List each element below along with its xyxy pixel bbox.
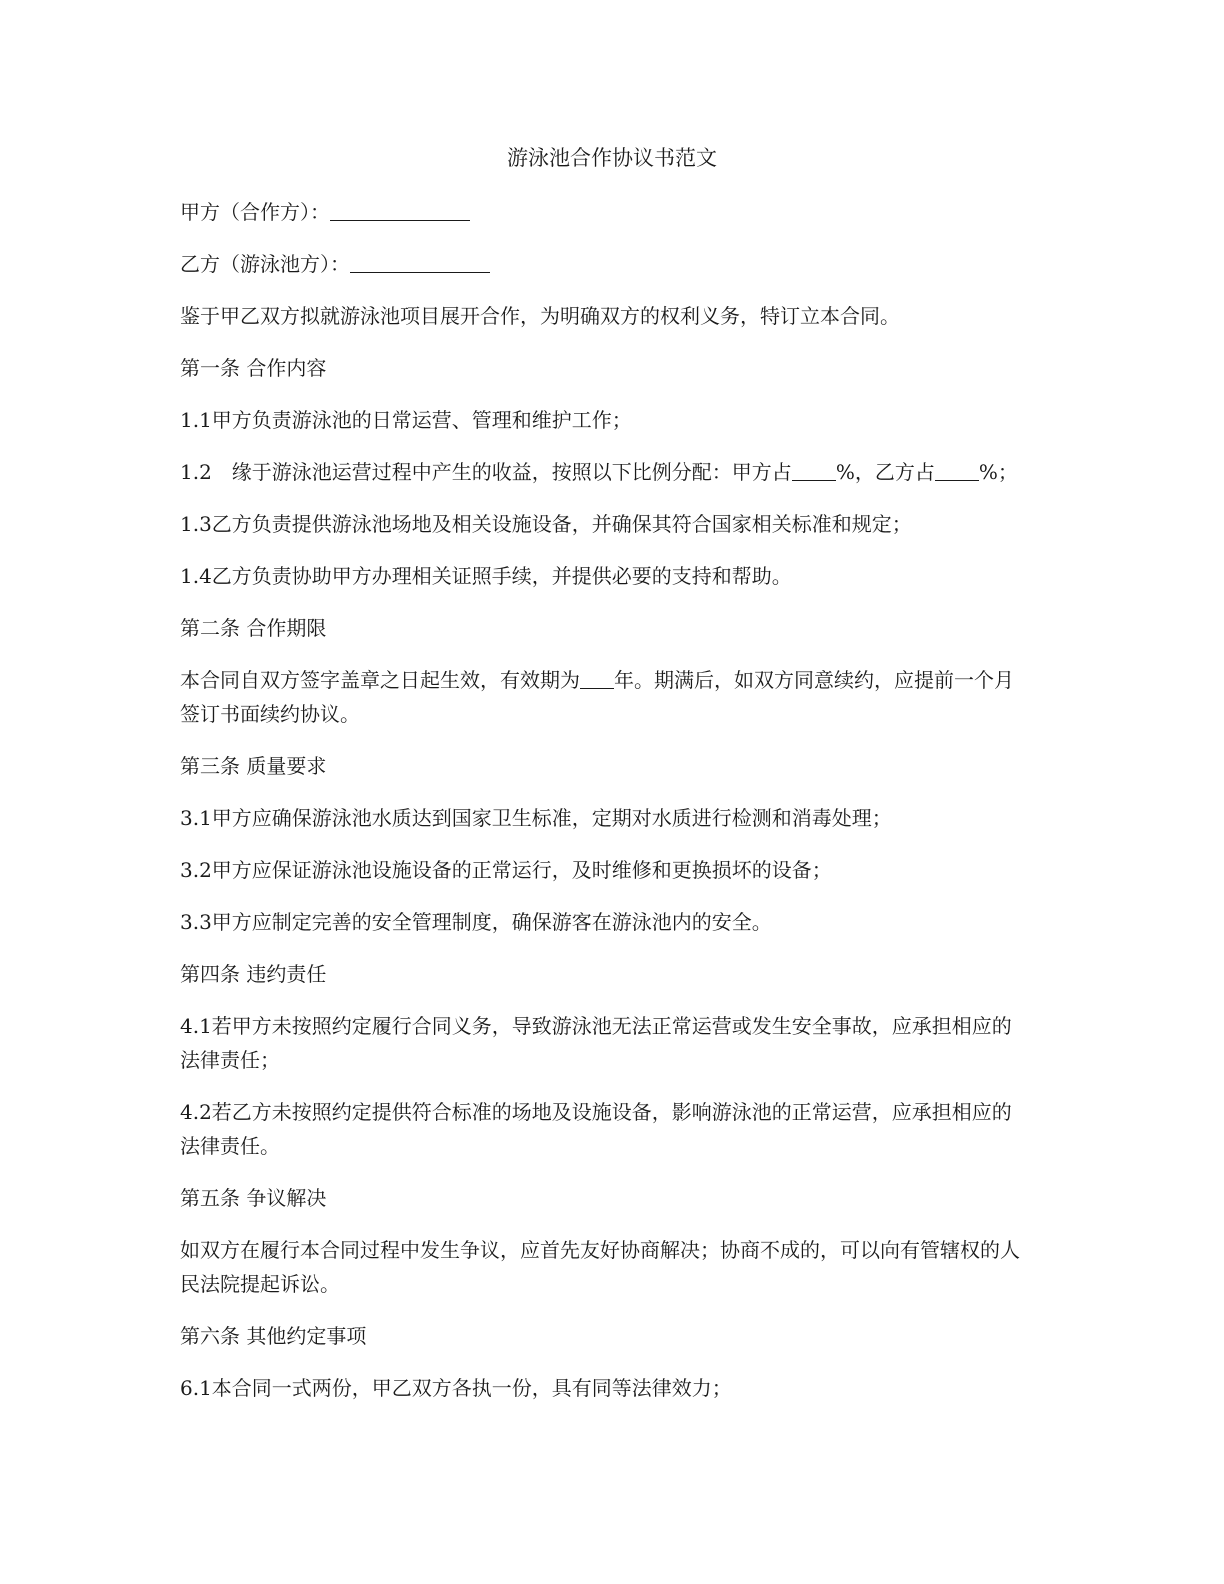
article6-heading: 第六条 其他约定事项 [180, 1324, 367, 1348]
term-years-blank [580, 668, 614, 689]
party-a-line [180, 195, 1040, 229]
article6-item1: 6.1本合同一式两份，甲乙双方各执一份，具有同等法律效力； [180, 1376, 732, 1400]
party-a-blank [330, 200, 470, 221]
share-a-blank [792, 460, 836, 481]
article3-heading: 第三条 质量要求 [180, 754, 327, 778]
article1-item2-mid: %，乙方占 [835, 460, 935, 484]
article1-item3: 1.3乙方负责提供游泳池场地及相关设施设备，并确保其符合国家相关标准和规定； [180, 512, 912, 536]
party-b-blank [350, 252, 490, 273]
share-b-blank [935, 460, 979, 481]
article2-body [180, 663, 1025, 731]
article1-item4: 1.4乙方负责协助甲方办理相关证照手续，并提供必要的支持和帮助。 [180, 564, 792, 588]
article1-item1: 1.1甲方负责游泳池的日常运营、管理和维护工作； [180, 408, 632, 432]
article3-item3: 3.3甲方应制定完善的安全管理制度，确保游客在游泳池内的安全。 [180, 910, 772, 934]
article3-item2: 3.2甲方应保证游泳池设施设备的正常运行，及时维修和更换损坏的设备； [180, 858, 832, 882]
article5-body: 如双方在履行本合同过程中发生争议，应首先友好协商解决；协商不成的，可以向有管辖权的人民法院提起诉讼。 [180, 1238, 1020, 1296]
party-a-label: 甲方（合作方）： [180, 200, 330, 224]
article2-body-prefix: 本合同自双方签字盖章之日起生效，有效期为 [180, 668, 580, 692]
article1-item2-prefix: 1.2 缘于游泳池运营过程中产生的收益，按照以下比例分配：甲方占 [180, 460, 792, 484]
party-b-line [180, 247, 1040, 281]
preamble: 鉴于甲乙双方拟就游泳池项目展开合作，为明确双方的权利义务，特订立本合同。 [180, 304, 900, 328]
article5-heading: 第五条 争议解决 [180, 1186, 327, 1210]
article1-heading: 第一条 合作内容 [180, 356, 327, 380]
article1-item2 [180, 455, 1040, 489]
article3-item1: 3.1甲方应确保游泳池水质达到国家卫生标准，定期对水质进行检测和消毒处理； [180, 806, 892, 830]
article4-item1: 4.1若甲方未按照约定履行合同义务，导致游泳池无法正常运营或发生安全事故，应承担相应的法律责任； [180, 1014, 1012, 1072]
article4-item2: 4.2若乙方未按照约定提供符合标准的场地及设施设备，影响游泳池的正常运营，应承担相应的法律责任。 [180, 1100, 1012, 1158]
party-b-label: 乙方（游泳池方）： [180, 252, 350, 276]
article4-heading: 第四条 违约责任 [180, 962, 327, 986]
article2-body-suffix: 年。期满后，如双方同意续约，应提前一个月签订书面续约协议。 [180, 668, 1014, 726]
article1-item2-suffix: %； [978, 460, 1018, 484]
article2-heading: 第二条 合作期限 [180, 616, 327, 640]
document-title: 游泳池合作协议书范文 [507, 146, 717, 170]
